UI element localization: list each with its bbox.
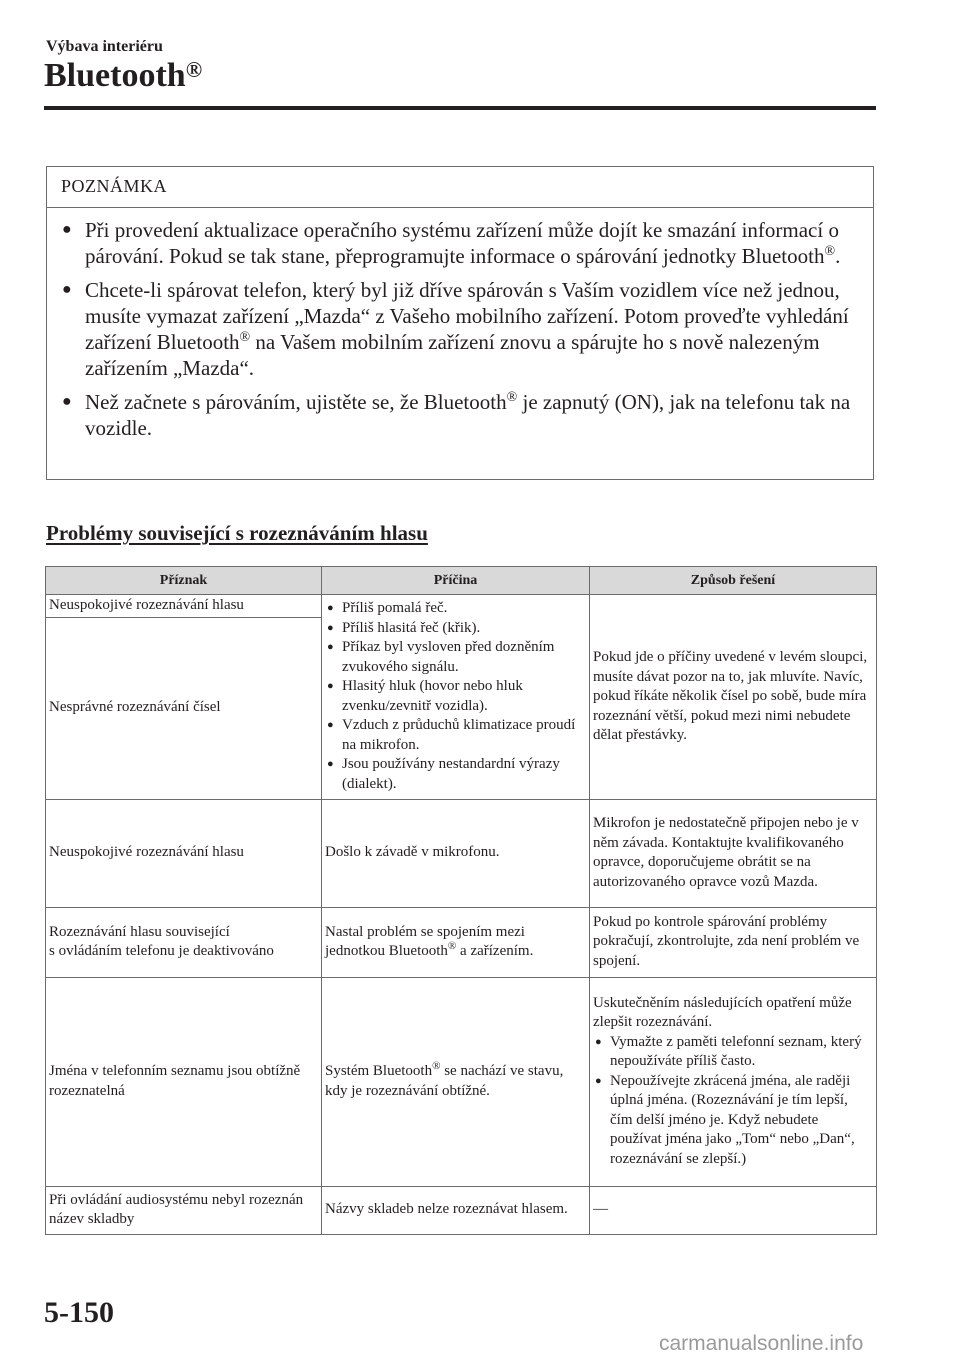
table-row — [46, 1186, 877, 1234]
solution-cell: — — [590, 1186, 877, 1234]
bullet-icon: ● — [327, 719, 334, 732]
bullet-icon: ● — [327, 602, 334, 615]
solution-intro: Uskutečněním následujících opatření může zlepšit rozeznávání. — [593, 994, 852, 1031]
cause-cell: Názvy skladeb nelze rozeznávat hlasem. — [322, 1186, 590, 1234]
note-item: ● Než začnete s párováním, ujistěte se, že Bluetooth® je zapnutý (ON), jak na telefonu tak na vozidle. — [62, 390, 851, 440]
bullet-icon: ● — [595, 1035, 602, 1048]
section-label: Výbava interiéru — [46, 38, 163, 55]
solution-cell: Pokud po kontrole spárování problémy pokračují, zkontrolujte, zda není problém ve spojení. — [590, 907, 877, 977]
bullet-icon: ● — [327, 621, 334, 634]
bullet-icon: ● — [327, 758, 334, 771]
note-item: ● Chcete-li spárovat telefon, který byl již dříve spárován s Vaším vozidlem více než jednou, musíte vymazat zařízení „Mazda“ z Vašeho mobilního zařízení. Potom proveďte vyhledání zařízení Bluetooth® na Vašem mobilním zařízení znovu a spárujte ho s nově nalezeným zařízením „Mazda“. — [62, 278, 849, 380]
table-row — [46, 799, 877, 907]
solution-cell: Mikrofon je nedostatečně připojen nebo je v něm závada. Kontaktujte kvalifikovaného opravce, doporučujeme obrátit se na autorizovaného opravce vozů Mazda. — [590, 799, 877, 907]
column-header-cause: Příčina — [322, 567, 590, 595]
table-header-row — [46, 567, 877, 595]
note-list — [47, 217, 873, 449]
list-item: ● Nepoužívejte zkrácená jména, ale raději úplná jména. (Rozeznávání je tím lepší, čím delší jméno je. Když nebudete používat jména jako „Tom“ nebo „Dan“, rozeznávání se zlepší.) — [595, 1072, 855, 1167]
note-box — [46, 166, 874, 480]
symptom-cell: Nesprávné rozeznávání čísel — [46, 617, 322, 799]
symptom-cell: Při ovládání audiosystému nebyl rozeznán název skladby — [46, 1186, 322, 1234]
page-title — [44, 56, 202, 96]
cause-list — [325, 599, 586, 794]
section-heading: Problémy související s rozeznáváním hlasu — [46, 521, 428, 545]
column-header-symptom: Příznak — [46, 567, 322, 595]
bullet-icon: ● — [327, 680, 334, 693]
note-item: ● Při provedení aktualizace operačního systému zařízení může dojít ke smazání informací o párování. Pokud se tak stane, přeprogramujte informace o spárování jednotky Bluetooth®. — [62, 218, 841, 268]
symptom-cell: Neuspokojivé rozeznávání hlasu — [46, 595, 322, 618]
table-row — [46, 907, 877, 977]
list-item: ● Příliš pomalá řeč. — [325, 599, 586, 619]
bullet-icon: ● — [62, 281, 72, 298]
cause-cell: Nastal problém se spojením mezi jednotkou Bluetooth® a zařízením. — [322, 907, 590, 977]
symptom-cell: Rozeznávání hlasu související s ovládáním telefonu je deaktivováno — [46, 907, 322, 977]
cause-cell: Systém Bluetooth® se nachází ve stavu, kdy je rozeznávání obtížné. — [322, 977, 590, 1186]
list-item: ● Příkaz byl vysloven před dozněním zvukového signálu. — [327, 639, 555, 675]
cause-cell: Došlo k závadě v mikrofonu. — [322, 799, 590, 907]
registered-mark: ® — [185, 57, 203, 82]
column-header-solution: Způsob řešení — [590, 567, 877, 595]
bullet-icon: ● — [327, 641, 334, 654]
list-item: ● Hlasitý hluk (hovor nebo hluk zvenku/zevnitř vozidla). — [327, 678, 523, 714]
page-number: 5-150 — [44, 1296, 114, 1329]
list-item: ● Příliš hlasitá řeč (křik). — [325, 619, 586, 639]
list-item: ● Jsou používány nestandardní výrazy (dialekt). — [327, 756, 560, 792]
bullet-icon: ● — [62, 221, 72, 238]
note-heading: POZNÁMKA — [47, 167, 873, 208]
bullet-icon: ● — [62, 393, 72, 410]
solution-list — [593, 1033, 873, 1170]
table-row — [46, 977, 877, 1186]
troubleshooting-table — [45, 566, 877, 1235]
symptom-cell: Jména v telefonním seznamu jsou obtížně rozeznatelná — [46, 977, 322, 1186]
bullet-icon: ● — [595, 1074, 602, 1087]
solution-cell: Pokud jde o příčiny uvedené v levém sloupci, musíte dávat pozor na to, jak mluvíte. Navíc, pokud říkáte několik čísel po sobě, bude míra rozeznání větší, pokud mezi nimi nebudete dělat přestávky. — [590, 595, 877, 800]
page-title-text: Bluetooth — [44, 57, 186, 94]
symptom-cell: Neuspokojivé rozeznávání hlasu — [46, 799, 322, 907]
solution-cell — [590, 977, 877, 1186]
watermark: carmanualsonline.info — [659, 1332, 864, 1355]
list-item: ● Vzduch z průduchů klimatizace proudí na mikrofon. — [327, 717, 576, 753]
title-divider — [44, 106, 876, 110]
cause-cell — [322, 595, 590, 800]
table-row — [46, 595, 877, 618]
list-item: ● Vymažte z paměti telefonní seznam, který nepoužíváte příliš často. — [595, 1033, 862, 1070]
